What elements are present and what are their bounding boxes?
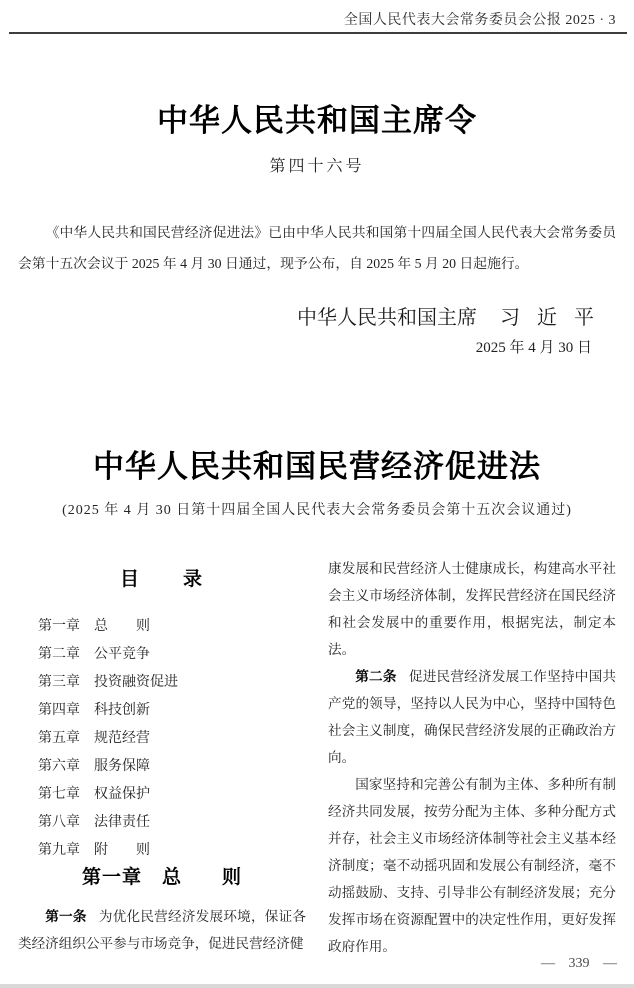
- toc-item: [18, 613, 306, 641]
- page-number: — 339 —: [541, 956, 617, 971]
- header-rule: [9, 32, 627, 34]
- toc-item: [18, 641, 306, 669]
- toc-item: [18, 725, 306, 753]
- toc-item: [18, 697, 306, 725]
- bulletin-header: 全国人民代表大会常务委员会公报 2025 · 3: [343, 13, 616, 28]
- law-passage-note: (2025 年 4 月 30 日第十四届全国人民代表大会常务委员会第十五次会议通过): [62, 503, 572, 518]
- toc-chapter: 第一章: [38, 619, 80, 634]
- toc-title: 法律责任: [94, 815, 150, 830]
- decree-date: 2025 年 4 月 30 日: [475, 340, 592, 356]
- law-title: 中华人民共和国民营经济促进法: [93, 449, 541, 484]
- decree-title: 中华人民共和国主席令: [157, 103, 477, 138]
- toc-chapter: 第五章: [38, 731, 80, 746]
- two-column-text: [18, 552, 616, 988]
- toc-item: [18, 781, 306, 809]
- chapter-one-heading: 第一章 总 则: [81, 867, 242, 888]
- toc-title: 科技创新: [94, 703, 150, 718]
- article-1-label: 第一条: [45, 909, 87, 924]
- toc-title: 服务保障: [94, 759, 150, 774]
- article-1-text-left: 为优化民营经济发展环境，保证各类经济组织公平参与市场竞争，促进民营经济健: [18, 909, 306, 951]
- toc-chapter: 第二章: [38, 647, 80, 662]
- toc-item: [18, 669, 306, 697]
- article-2-paragraph: [328, 663, 616, 771]
- left-column: [18, 552, 306, 988]
- toc-title: 投资融资促进: [94, 675, 178, 690]
- article-2-paragraph-2: 国家坚持和完善公有制为主体、多种所有制经济共同发展，按劳分配为主体、多种分配方式并存，社会主义市场经济体制等社会主义基本经济制度；毫不动摇巩固和发展公有制经济，毫不动摇鼓励、支持、引导非公有制经济发展；充分发挥市场在资源配置中的决定性作用，更好发挥政府作用。: [328, 777, 616, 954]
- toc-item: [18, 837, 306, 865]
- signature-line: [297, 301, 600, 330]
- toc-heading: 目 录: [119, 569, 204, 590]
- toc-title: 规范经营: [94, 731, 150, 746]
- right-column: [328, 552, 616, 988]
- scan-bottom-edge: [0, 984, 634, 988]
- article-1-paragraph-left: [18, 903, 306, 957]
- toc-chapter: 第六章: [38, 759, 80, 774]
- toc-title: 权益保护: [94, 787, 150, 802]
- toc-title: 附 则: [94, 843, 150, 858]
- toc-list: [18, 613, 306, 865]
- toc-chapter: 第八章: [38, 815, 80, 830]
- toc-chapter: 第九章: [38, 843, 80, 858]
- article-1-paragraph-right: 康发展和民营经济人士健康成长，构建高水平社会主义市场经济体制，发挥民营经济在国民经济和社会发展中的重要作用，根据宪法，制定本法。: [328, 561, 616, 657]
- toc-chapter: 第七章: [38, 787, 80, 802]
- decree-number: 第四十六号: [269, 158, 365, 175]
- toc-title: 公平竞争: [94, 647, 150, 662]
- toc-item: [18, 809, 306, 837]
- article-2-text: 促进民营经济发展工作坚持中国共产党的领导，坚持以人民为中心，坚持中国特色社会主义制度，确保民营经济发展的正确政治方向。: [328, 669, 616, 765]
- decree-body-paragraph: 《中华人民共和国民营经济促进法》已由中华人民共和国第十四届全国人民代表大会常务委员会第十五次会议于 2025 年 4 月 30 日通过，现予公布，自 2025 年 5 月 20 日起施行。: [18, 225, 616, 271]
- toc-title: 总 则: [94, 619, 150, 634]
- toc-item: [18, 753, 306, 781]
- signer-title: 中华人民共和国主席: [297, 307, 477, 329]
- toc-chapter: 第四章: [38, 703, 80, 718]
- toc-chapter: 第三章: [38, 675, 80, 690]
- signer-name: 习 近 平: [500, 307, 600, 329]
- article-2-label: 第二条: [355, 669, 397, 684]
